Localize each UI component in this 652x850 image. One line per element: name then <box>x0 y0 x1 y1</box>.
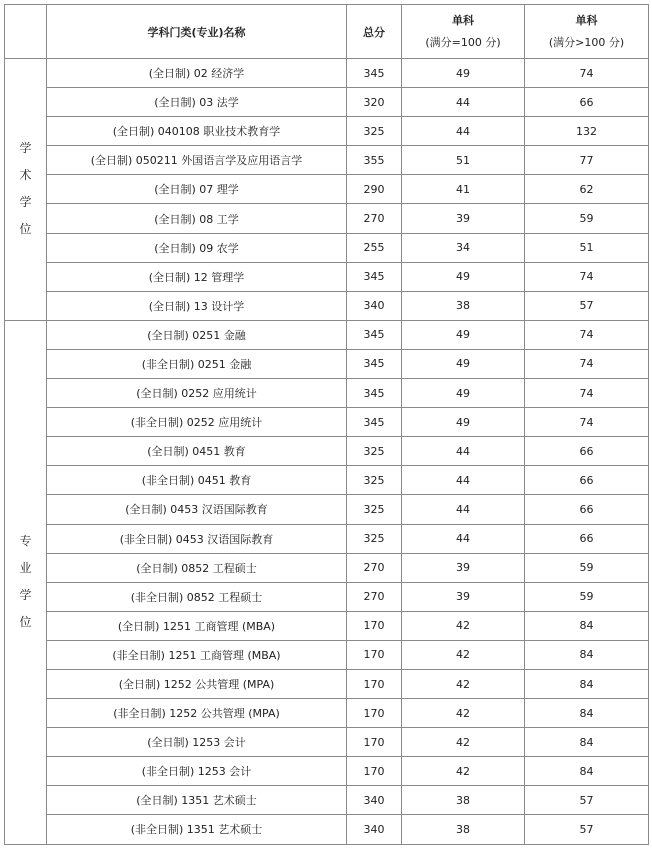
table-row <box>5 699 649 728</box>
total-score-cell: 170 <box>347 611 402 640</box>
total-score-cell: 170 <box>347 757 402 786</box>
single-over-100-score-cell: 74 <box>525 262 649 291</box>
major-name-cell: (全日制) 1251 工商管理 (MBA) <box>47 611 347 640</box>
table-row <box>5 815 649 844</box>
single-100-score-cell: 38 <box>402 815 525 844</box>
single-over-100-score-cell: 57 <box>525 815 649 844</box>
single-100-score-cell: 38 <box>402 291 525 320</box>
single-100-score-cell: 44 <box>402 466 525 495</box>
major-name-cell: (全日制) 09 农学 <box>47 233 347 262</box>
single-100-score-cell: 39 <box>402 553 525 582</box>
major-name-cell: (非全日制) 0252 应用统计 <box>47 408 347 437</box>
single-100-score-cell: 44 <box>402 495 525 524</box>
table-row <box>5 495 649 524</box>
total-score-cell: 290 <box>347 175 402 204</box>
score-table <box>4 4 649 845</box>
major-name-cell: (非全日制) 1253 会计 <box>47 757 347 786</box>
total-score-cell: 340 <box>347 786 402 815</box>
category-academic-degree <box>5 59 47 321</box>
single-100-score-cell: 42 <box>402 699 525 728</box>
single-100-score-cell: 49 <box>402 59 525 88</box>
single-over-100-score-cell: 66 <box>525 495 649 524</box>
table-row <box>5 59 649 88</box>
table-row <box>5 669 649 698</box>
major-name-cell: (全日制) 07 理学 <box>47 175 347 204</box>
major-name-cell: (全日制) 13 设计学 <box>47 291 347 320</box>
major-name-cell: (全日制) 0852 工程硕士 <box>47 553 347 582</box>
major-name-cell: (非全日制) 0453 汉语国际教育 <box>47 524 347 553</box>
single-over-100-score-cell: 62 <box>525 175 649 204</box>
single-100-score-cell: 49 <box>402 408 525 437</box>
single-over-100-score-cell: 84 <box>525 611 649 640</box>
single-100-score-cell: 44 <box>402 88 525 117</box>
single-over-100-score-cell: 59 <box>525 582 649 611</box>
table-row <box>5 786 649 815</box>
category-label: 学术学位 <box>19 141 32 237</box>
single-100-score-cell: 38 <box>402 786 525 815</box>
major-name-cell: (全日制) 0451 教育 <box>47 437 347 466</box>
total-score-cell: 170 <box>347 699 402 728</box>
header-name: 学科门类(专业)名称 <box>47 5 347 59</box>
total-score-cell: 325 <box>347 437 402 466</box>
single-100-score-cell: 39 <box>402 204 525 233</box>
major-name-cell: (非全日制) 0852 工程硕士 <box>47 582 347 611</box>
total-score-cell: 325 <box>347 495 402 524</box>
major-name-cell: (全日制) 0252 应用统计 <box>47 379 347 408</box>
major-name-cell: (全日制) 040108 职业技术教育学 <box>47 117 347 146</box>
single-over-100-score-cell: 84 <box>525 669 649 698</box>
single-over-100-score-cell: 74 <box>525 59 649 88</box>
single-over-100-score-cell: 74 <box>525 320 649 349</box>
table-row <box>5 640 649 669</box>
major-name-cell: (非全日制) 1251 工商管理 (MBA) <box>47 640 347 669</box>
total-score-cell: 320 <box>347 88 402 117</box>
table-row <box>5 524 649 553</box>
major-name-cell: (非全日制) 0451 教育 <box>47 466 347 495</box>
single-over-100-score-cell: 59 <box>525 204 649 233</box>
single-100-score-cell: 42 <box>402 728 525 757</box>
single-100-score-cell: 44 <box>402 117 525 146</box>
major-name-cell: (全日制) 1351 艺术硕士 <box>47 786 347 815</box>
single-over-100-score-cell: 84 <box>525 757 649 786</box>
single-100-score-cell: 34 <box>402 233 525 262</box>
total-score-cell: 345 <box>347 320 402 349</box>
table-row <box>5 553 649 582</box>
total-score-cell: 345 <box>347 59 402 88</box>
single-100-score-cell: 49 <box>402 262 525 291</box>
single-100-score-cell: 49 <box>402 320 525 349</box>
table-row <box>5 262 649 291</box>
single-over-100-score-cell: 66 <box>525 88 649 117</box>
major-name-cell: (全日制) 12 管理学 <box>47 262 347 291</box>
single-100-score-cell: 42 <box>402 757 525 786</box>
single-over-100-score-cell: 59 <box>525 553 649 582</box>
table-row <box>5 88 649 117</box>
major-name-cell: (全日制) 08 工学 <box>47 204 347 233</box>
major-name-cell: (全日制) 1252 公共管理 (MPA) <box>47 669 347 698</box>
total-score-cell: 170 <box>347 640 402 669</box>
total-score-cell: 355 <box>347 146 402 175</box>
table-row <box>5 437 649 466</box>
table-row <box>5 291 649 320</box>
single-100-score-cell: 51 <box>402 146 525 175</box>
major-name-cell: (非全日制) 0251 金融 <box>47 349 347 378</box>
total-score-cell: 345 <box>347 408 402 437</box>
table-row <box>5 757 649 786</box>
single-100-score-cell: 42 <box>402 669 525 698</box>
table-row <box>5 117 649 146</box>
total-score-cell: 255 <box>347 233 402 262</box>
major-name-cell: (全日制) 03 法学 <box>47 88 347 117</box>
single-100-score-cell: 44 <box>402 437 525 466</box>
single-over-100-score-cell: 84 <box>525 728 649 757</box>
table-row <box>5 466 649 495</box>
single-over-100-score-cell: 57 <box>525 786 649 815</box>
total-score-cell: 270 <box>347 204 402 233</box>
category-professional-degree <box>5 320 47 844</box>
table-row <box>5 611 649 640</box>
table-row <box>5 408 649 437</box>
total-score-cell: 325 <box>347 466 402 495</box>
single-100-score-cell: 42 <box>402 640 525 669</box>
table-row <box>5 349 649 378</box>
single-over-100-score-cell: 66 <box>525 437 649 466</box>
total-score-cell: 170 <box>347 669 402 698</box>
single-100-score-cell: 42 <box>402 611 525 640</box>
single-100-score-cell: 49 <box>402 349 525 378</box>
single-over-100-score-cell: 74 <box>525 349 649 378</box>
single-100-score-cell: 44 <box>402 524 525 553</box>
major-name-cell: (全日制) 0453 汉语国际教育 <box>47 495 347 524</box>
header-single-100: 单科 (满分=100 分) <box>402 5 525 59</box>
single-over-100-score-cell: 132 <box>525 117 649 146</box>
table-row <box>5 204 649 233</box>
major-name-cell: (非全日制) 1351 艺术硕士 <box>47 815 347 844</box>
major-name-cell: (全日制) 0251 金融 <box>47 320 347 349</box>
header-total: 总分 <box>347 5 402 59</box>
major-name-cell: (全日制) 02 经济学 <box>47 59 347 88</box>
table-row <box>5 233 649 262</box>
total-score-cell: 270 <box>347 582 402 611</box>
table-row <box>5 320 649 349</box>
single-100-score-cell: 49 <box>402 379 525 408</box>
table-row <box>5 146 649 175</box>
total-score-cell: 340 <box>347 815 402 844</box>
total-score-cell: 340 <box>347 291 402 320</box>
total-score-cell: 345 <box>347 262 402 291</box>
major-name-cell: (非全日制) 1252 公共管理 (MPA) <box>47 699 347 728</box>
single-over-100-score-cell: 74 <box>525 408 649 437</box>
single-over-100-score-cell: 57 <box>525 291 649 320</box>
single-over-100-score-cell: 66 <box>525 466 649 495</box>
single-100-score-cell: 39 <box>402 582 525 611</box>
single-100-score-cell: 41 <box>402 175 525 204</box>
header-row <box>5 5 649 59</box>
table-row <box>5 379 649 408</box>
total-score-cell: 345 <box>347 379 402 408</box>
major-name-cell: (全日制) 1253 会计 <box>47 728 347 757</box>
single-over-100-score-cell: 74 <box>525 379 649 408</box>
total-score-cell: 270 <box>347 553 402 582</box>
single-over-100-score-cell: 51 <box>525 233 649 262</box>
header-corner <box>5 5 47 59</box>
single-over-100-score-cell: 84 <box>525 699 649 728</box>
header-single-over-100: 单科 (满分>100 分) <box>525 5 649 59</box>
table-body <box>5 59 649 845</box>
category-label: 专业学位 <box>19 534 32 630</box>
table-row <box>5 582 649 611</box>
total-score-cell: 170 <box>347 728 402 757</box>
total-score-cell: 325 <box>347 117 402 146</box>
total-score-cell: 345 <box>347 349 402 378</box>
table-row <box>5 728 649 757</box>
total-score-cell: 325 <box>347 524 402 553</box>
table-row <box>5 175 649 204</box>
single-over-100-score-cell: 84 <box>525 640 649 669</box>
single-over-100-score-cell: 77 <box>525 146 649 175</box>
single-over-100-score-cell: 66 <box>525 524 649 553</box>
major-name-cell: (全日制) 050211 外国语言学及应用语言学 <box>47 146 347 175</box>
